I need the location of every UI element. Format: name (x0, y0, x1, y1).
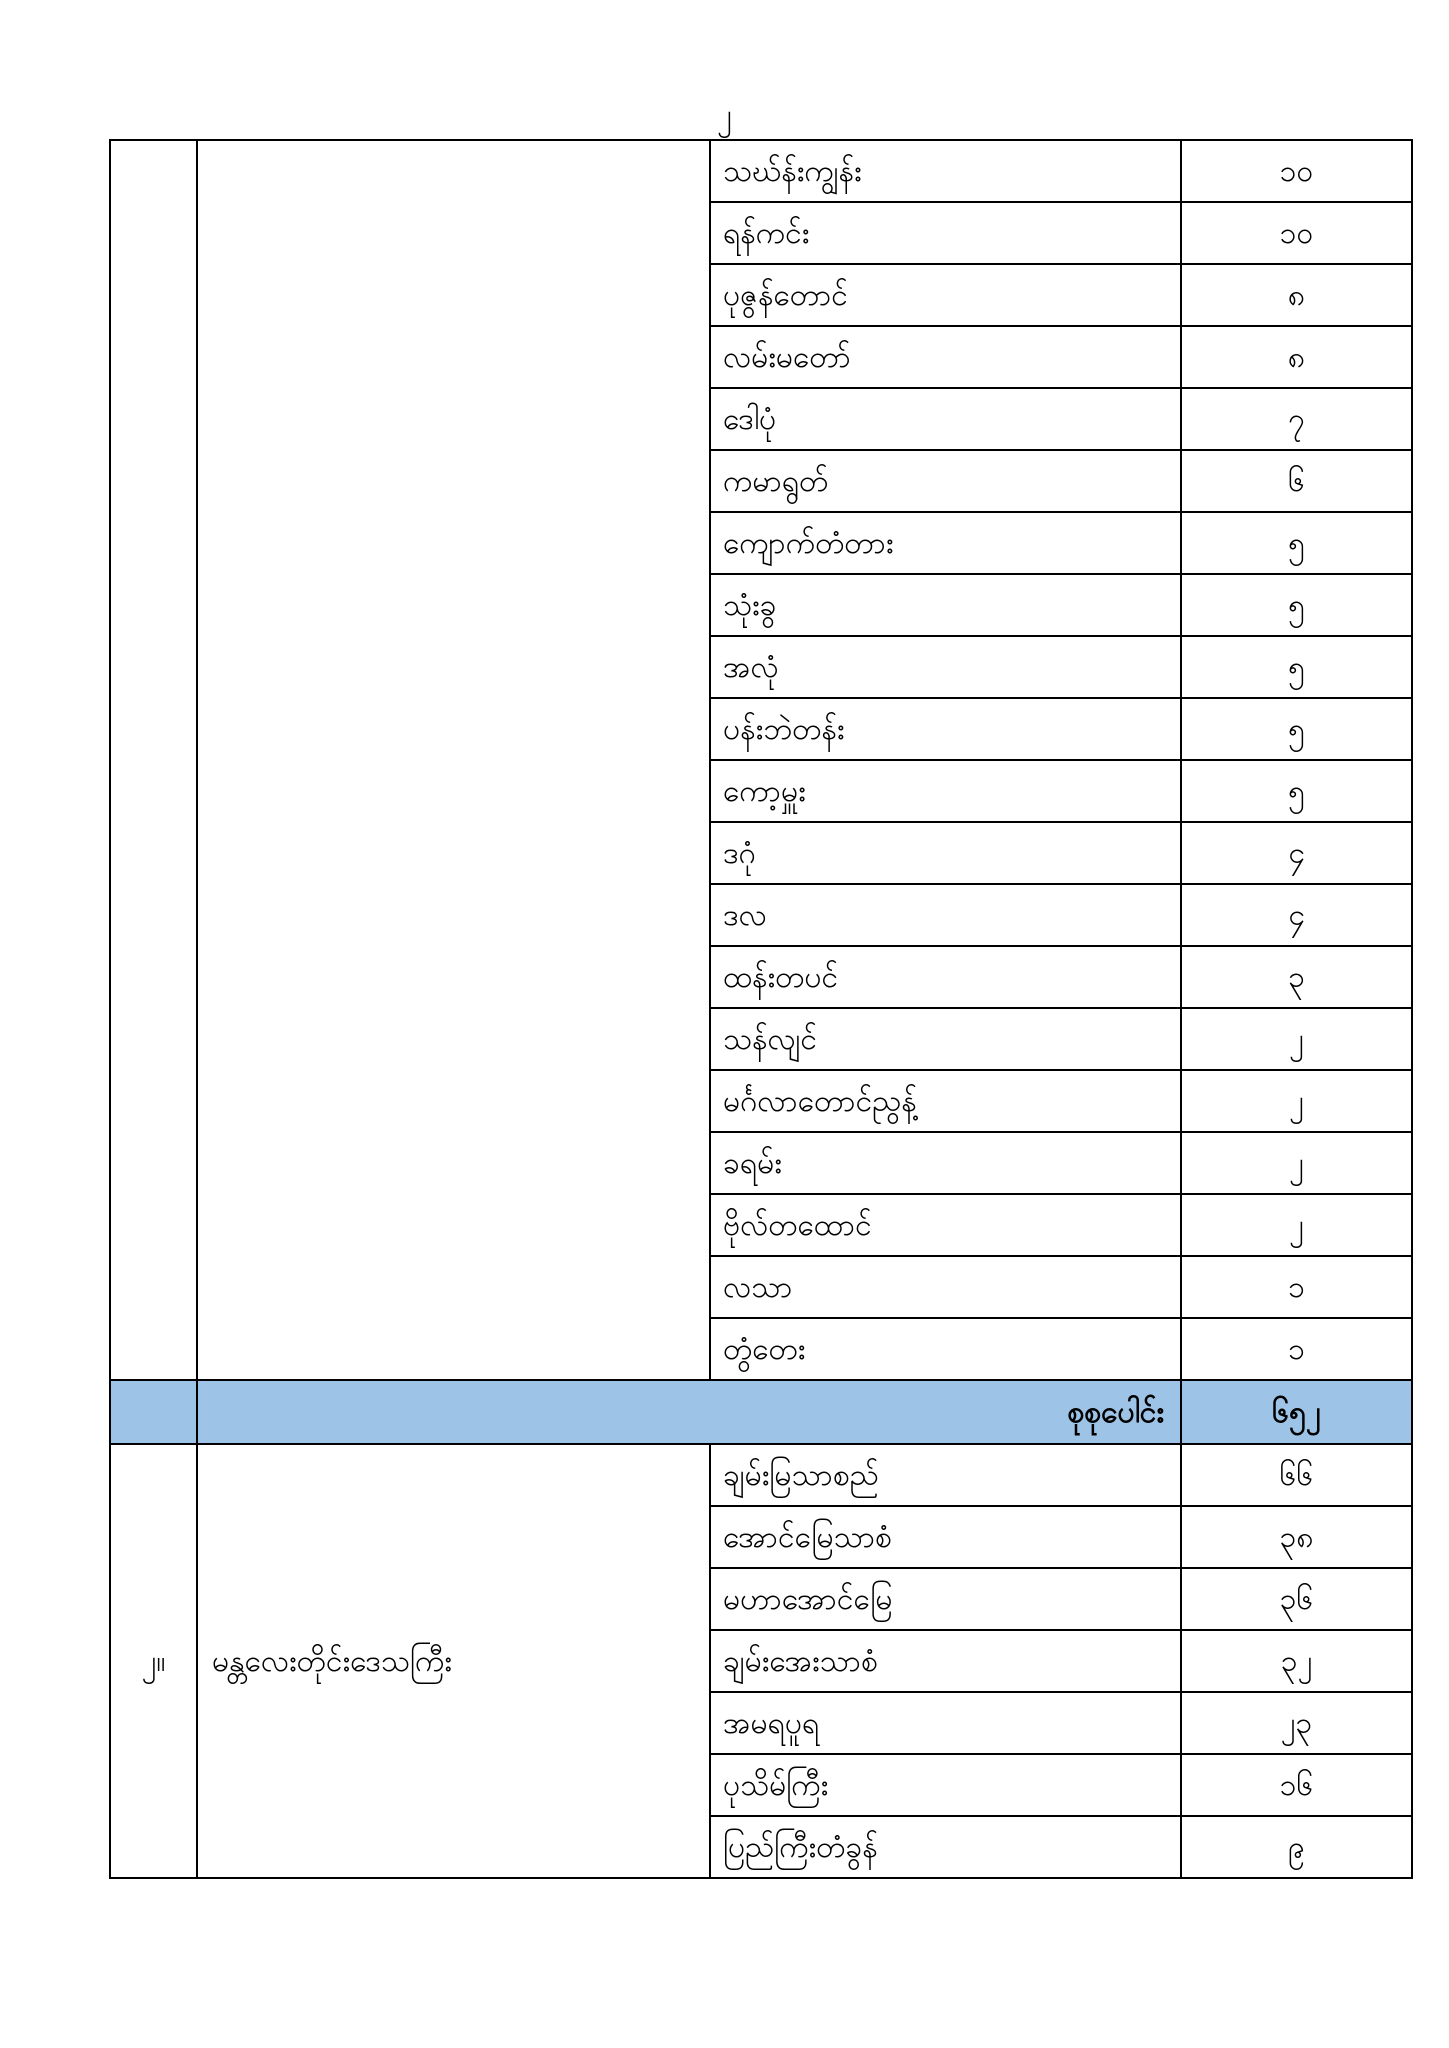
township-cell: ပုသိမ်ကြီး (710, 1754, 1181, 1816)
count-cell: ၅ (1181, 636, 1412, 698)
township-count-table (109, 139, 1413, 1879)
section-number: ၂။ (110, 1444, 197, 1878)
count-cell: ၆ (1181, 450, 1412, 512)
count-cell: ၅ (1181, 512, 1412, 574)
total-number-cell (110, 1380, 197, 1444)
count-cell: ၈ (1181, 326, 1412, 388)
township-cell: ကျောက်တံတား (710, 512, 1181, 574)
township-cell: ချမ်းမြသာစည် (710, 1444, 1181, 1506)
township-cell: ရန်ကင်း (710, 202, 1181, 264)
count-cell: ၃၂ (1181, 1630, 1412, 1692)
township-cell: အလုံ (710, 636, 1181, 698)
count-cell: ၁ (1181, 1256, 1412, 1318)
township-cell: အောင်မြေသာစံ (710, 1506, 1181, 1568)
count-cell: ၃၈ (1181, 1506, 1412, 1568)
count-cell: ၁၀ (1181, 140, 1412, 202)
count-cell: ၁၆ (1181, 1754, 1412, 1816)
township-cell: ကော့မှူး (710, 760, 1181, 822)
township-cell: မင်္ဂလာတောင်ညွန့် (710, 1070, 1181, 1132)
section1-number-cell (110, 140, 197, 1380)
township-cell: ဒေါပုံ (710, 388, 1181, 450)
township-cell: မဟာအောင်မြေ (710, 1568, 1181, 1630)
township-cell: လမ်းမတော် (710, 326, 1181, 388)
count-cell: ၅ (1181, 574, 1412, 636)
township-cell: တွံတေး (710, 1318, 1181, 1380)
township-cell: ဒဂုံ (710, 822, 1181, 884)
count-cell: ၉ (1181, 1816, 1412, 1878)
count-cell: ၆၆ (1181, 1444, 1412, 1506)
count-cell: ၁ (1181, 1318, 1412, 1380)
region-name: မန္တလေးတိုင်းဒေသကြီး (197, 1444, 710, 1878)
table-row (110, 1444, 1412, 1506)
township-cell: ဗိုလ်တထောင် (710, 1194, 1181, 1256)
total-value: ၆၅၂ (1181, 1380, 1412, 1444)
count-cell: ၄ (1181, 884, 1412, 946)
total-label: စုစုပေါင်း (197, 1380, 1181, 1444)
table-row (110, 140, 1412, 202)
total-row (110, 1380, 1412, 1444)
township-cell: ကမာရွတ် (710, 450, 1181, 512)
township-cell: သန်လျင် (710, 1008, 1181, 1070)
township-cell: ချမ်းအေးသာစံ (710, 1630, 1181, 1692)
count-cell: ၅ (1181, 760, 1412, 822)
township-cell: ပြည်ကြီးတံခွန် (710, 1816, 1181, 1878)
township-cell: သဃ်န်းကျွန်း (710, 140, 1181, 202)
count-cell: ၂ (1181, 1132, 1412, 1194)
township-cell: သုံးခွ (710, 574, 1181, 636)
page-number: ၂ (717, 98, 732, 133)
count-cell: ၄ (1181, 822, 1412, 884)
township-cell: ဒလ (710, 884, 1181, 946)
township-cell: လသာ (710, 1256, 1181, 1318)
section1-region-cell (197, 140, 710, 1380)
count-cell: ၇ (1181, 388, 1412, 450)
township-cell: ပုဇွန်တောင် (710, 264, 1181, 326)
count-cell: ၃၆ (1181, 1568, 1412, 1630)
count-cell: ၅ (1181, 698, 1412, 760)
count-cell: ၁၀ (1181, 202, 1412, 264)
count-cell: ၂၃ (1181, 1692, 1412, 1754)
count-cell: ၂ (1181, 1008, 1412, 1070)
count-cell: ၂ (1181, 1070, 1412, 1132)
township-cell: ခရမ်း (710, 1132, 1181, 1194)
township-cell: ပန်းဘဲတန်း (710, 698, 1181, 760)
count-cell: ၃ (1181, 946, 1412, 1008)
township-cell: ထန်းတပင် (710, 946, 1181, 1008)
count-cell: ၂ (1181, 1194, 1412, 1256)
township-cell: အမရပူရ (710, 1692, 1181, 1754)
count-cell: ၈ (1181, 264, 1412, 326)
